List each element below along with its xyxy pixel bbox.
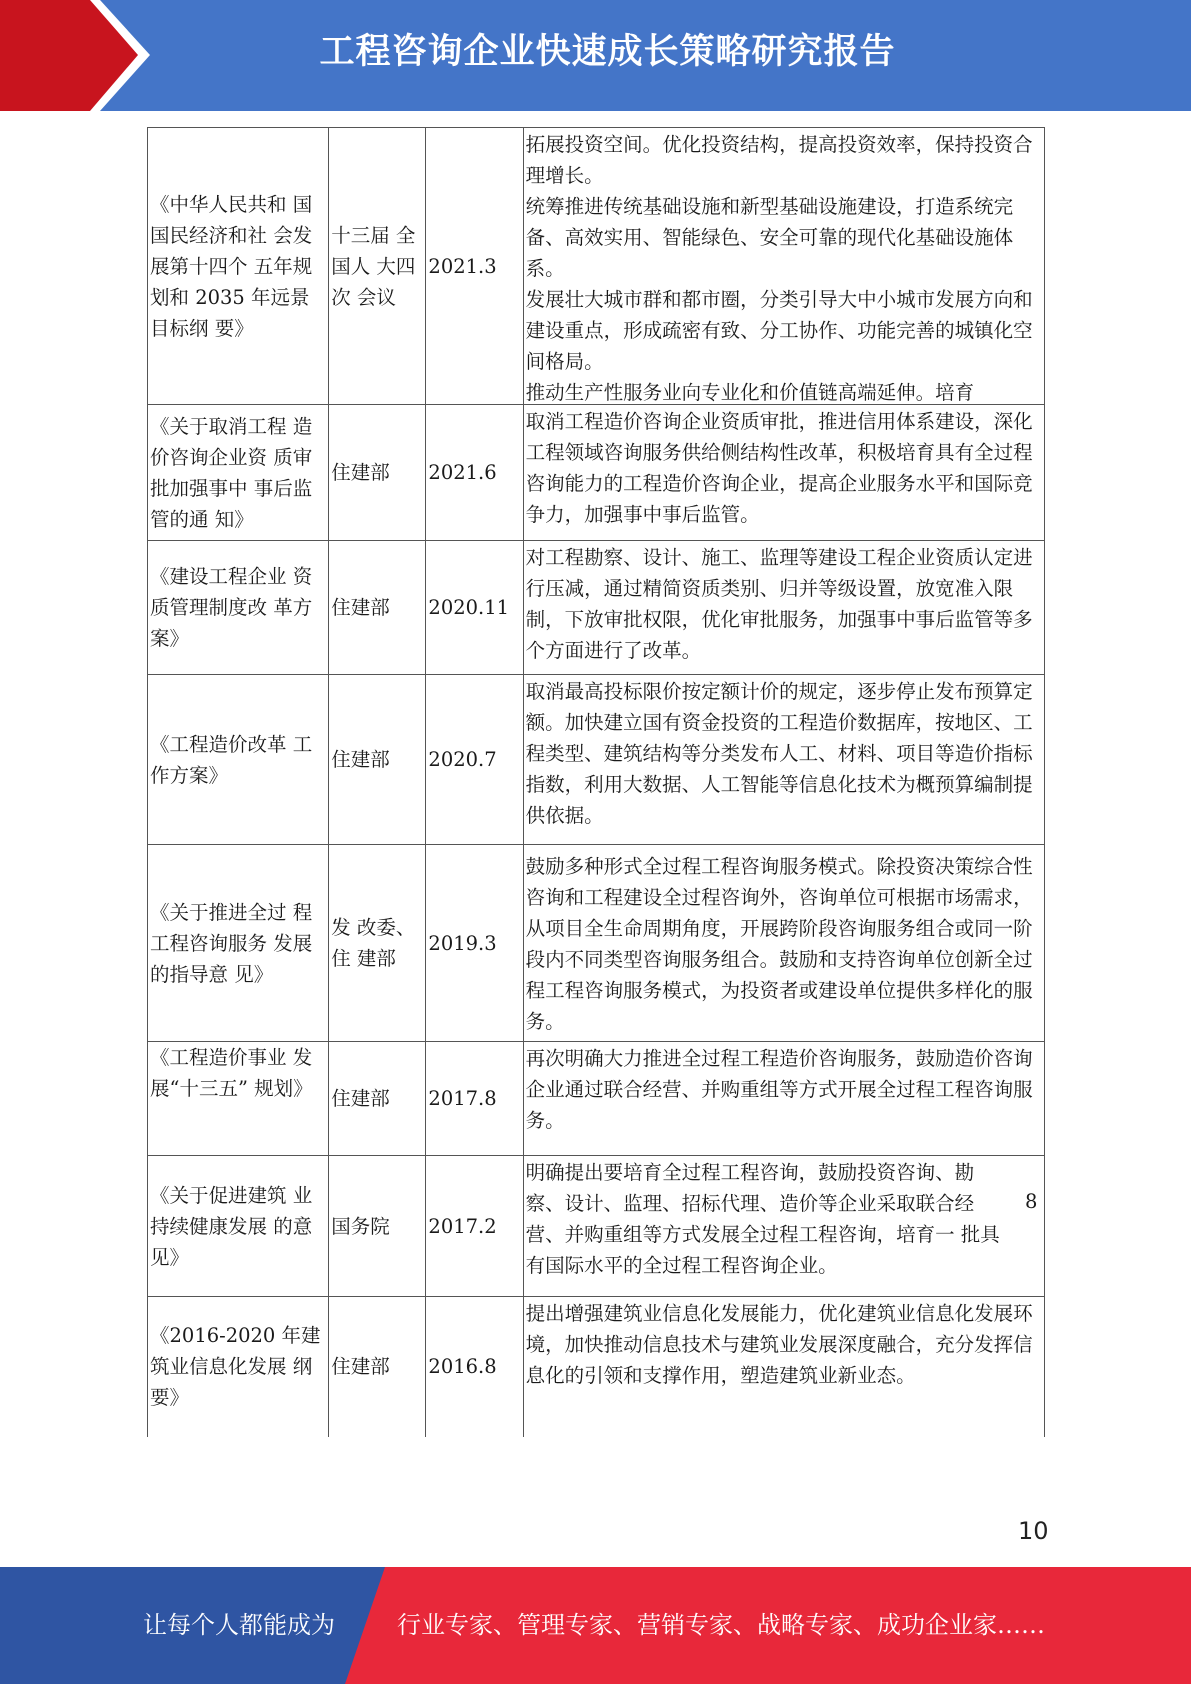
policy-content-cell [523, 675, 1044, 845]
content-paragraph: 再次明确大力推进全过程工程造价咨询服务，鼓励造价咨询企业通过联合经营、并购重组等方式开展全过程工程咨询服务。 [525, 1047, 1033, 1132]
policy-content-cell [523, 845, 1044, 1042]
policy-content-cell [523, 128, 1044, 405]
policy-title-cell: 《关于促进建筑 业持续健康发展 的意见》 [148, 1156, 329, 1297]
policy-title-cell: 《工程造价改革 工作方案》 [148, 675, 329, 845]
policy-table [147, 127, 1045, 1437]
content-paragraph: 拓展投资空间。优化投资结构，提高投资效率，保持投资合理增长。 [525, 133, 1033, 187]
table-row [148, 1156, 1045, 1297]
footer-slogan-left: 让每个人都能成为 [143, 1611, 335, 1639]
table-row [148, 128, 1045, 405]
content-paragraph: 取消工程造价咨询企业资质审批，推进信用体系建设，深化工程领域咨询服务供给侧结构性改革，积极培育具有全过程咨询能力的工程造价咨询企业，提高企业服务水平和国际竞争力，加强事中事后监管。 [525, 410, 1033, 526]
policy-title-cell: 《工程造价事业 发展“十三五” 规划》 [148, 1042, 329, 1156]
date-cell: 2020.11 [426, 541, 523, 675]
content-paragraph: 统筹推进传统基础设施和新型基础设施建设，打造系统完备、高效实用、智能绿色、安全可靠的现代化基础设施体系。 [525, 195, 1014, 280]
issuer-cell: 住建部 [329, 675, 426, 845]
date-cell: 2020.7 [426, 675, 523, 845]
policy-content-cell [523, 405, 1044, 541]
content-paragraph: 鼓励多种形式全过程工程咨询服务模式。除投资决策综合性咨询和工程建设全过程咨询外，咨询单位可根据市场需求，从项目全生命周期角度，开展跨阶段咨询服务组合或同一阶段内不同类型咨询服务组合。鼓励和支持咨询单位创新全过程工程咨询服务模式，为投资者或建设单位提供多样化的服务。 [525, 854, 1033, 1033]
date-cell: 2016.8 [426, 1297, 523, 1437]
page-header [0, 0, 1191, 111]
footer-slogan-right: 行业专家、管理专家、营销专家、战略专家、成功企业家…… [397, 1611, 1045, 1639]
report-title: 工程咨询企业快速成长策略研究报告 [319, 32, 896, 72]
table-row [148, 541, 1045, 675]
table-row [148, 675, 1045, 845]
issuer-cell: 十三届 全国人 大四次 会议 [329, 128, 426, 405]
policy-title-cell: 《2016-2020 年建筑业信息化发展 纲要》 [148, 1297, 329, 1437]
issuer-cell: 国务院 [329, 1156, 426, 1297]
issuer-cell: 住建部 [329, 1297, 426, 1437]
policy-title-cell: 《建设工程企业 资质管理制度改 革方案》 [148, 541, 329, 675]
content-paragraph: 提出增强建筑业信息化发展能力，优化建筑业信息化发展环境，加快推动信息技术与建筑业发展深度融合，充分发挥信息化的引领和支撑作用，塑造建筑业新业态。 [525, 1302, 1033, 1387]
table-row [148, 1297, 1045, 1437]
date-cell: 2017.2 [426, 1156, 523, 1297]
content-paragraph: 对工程勘察、设计、施工、监理等建设工程企业资质认定进行压减，通过精简资质类别、归并等级设置，放宽准入限制，下放审批权限，优化审批服务，加强事中事后监管等多个方面进行了改革。 [525, 546, 1033, 662]
policy-title-cell: 《中华人民共和 国国民经济和社 会发展第十四个 五年规划和 2035 年远景目标纲 要》 [148, 128, 329, 405]
policy-title-cell: 《关于推进全过 程工程咨询服务 发展的指导意 见》 [148, 845, 329, 1042]
policy-content-cell [523, 1042, 1044, 1156]
policy-title-cell: 《关于取消工程 造价咨询企业资 质审批加强事中 事后监管的通 知》 [148, 405, 329, 541]
issuer-cell: 住建部 [329, 541, 426, 675]
table-row [148, 1042, 1045, 1156]
policy-content-cell [523, 541, 1044, 675]
issuer-cell: 发 改委、住 建部 [329, 845, 426, 1042]
issuer-cell: 住建部 [329, 1042, 426, 1156]
policy-content-cell [523, 1156, 1044, 1297]
content-paragraph: 明确提出要培育全过程工程咨询，鼓励投资咨询、勘察、设计、监理、招标代理、造价等企业采取联合经营、并购重组等方式发展全过程工程咨询，培育一 批具有国际水平的全过程工程咨询企业。 [525, 1161, 1000, 1277]
date-cell: 2019.3 [426, 845, 523, 1042]
page-number: 10 [1018, 1517, 1049, 1545]
content-paragraph: 发展壮大城市群和都市圈，分类引导大中小城市发展方向和建设重点，形成疏密有致、分工协作、功能完善的城镇化空间格局。 [525, 288, 1033, 373]
date-cell: 2021.3 [426, 128, 523, 405]
content-paragraph: 取消最高投标限价按定额计价的规定，逐步停止发布预算定额。加快建立国有资金投资的工程造价数据库，按地区、工程类型、建筑结构等分类发布人工、材料、项目等造价指标指数，利用大数据、人工智能等信息化技术为概预算编制提供依据。 [525, 680, 1033, 827]
table-row [148, 845, 1045, 1042]
issuer-cell: 住建部 [329, 405, 426, 541]
page-footer [0, 1567, 1191, 1684]
date-cell: 2017.8 [426, 1042, 523, 1156]
policy-content-cell [523, 1297, 1044, 1437]
table-row [148, 405, 1045, 541]
content-paragraph: 推动生产性服务业向专业化和价值链高端延伸。培育 [525, 381, 975, 402]
date-cell: 2021.6 [426, 405, 523, 541]
stray-footnote-number: 8 [1025, 1190, 1038, 1213]
